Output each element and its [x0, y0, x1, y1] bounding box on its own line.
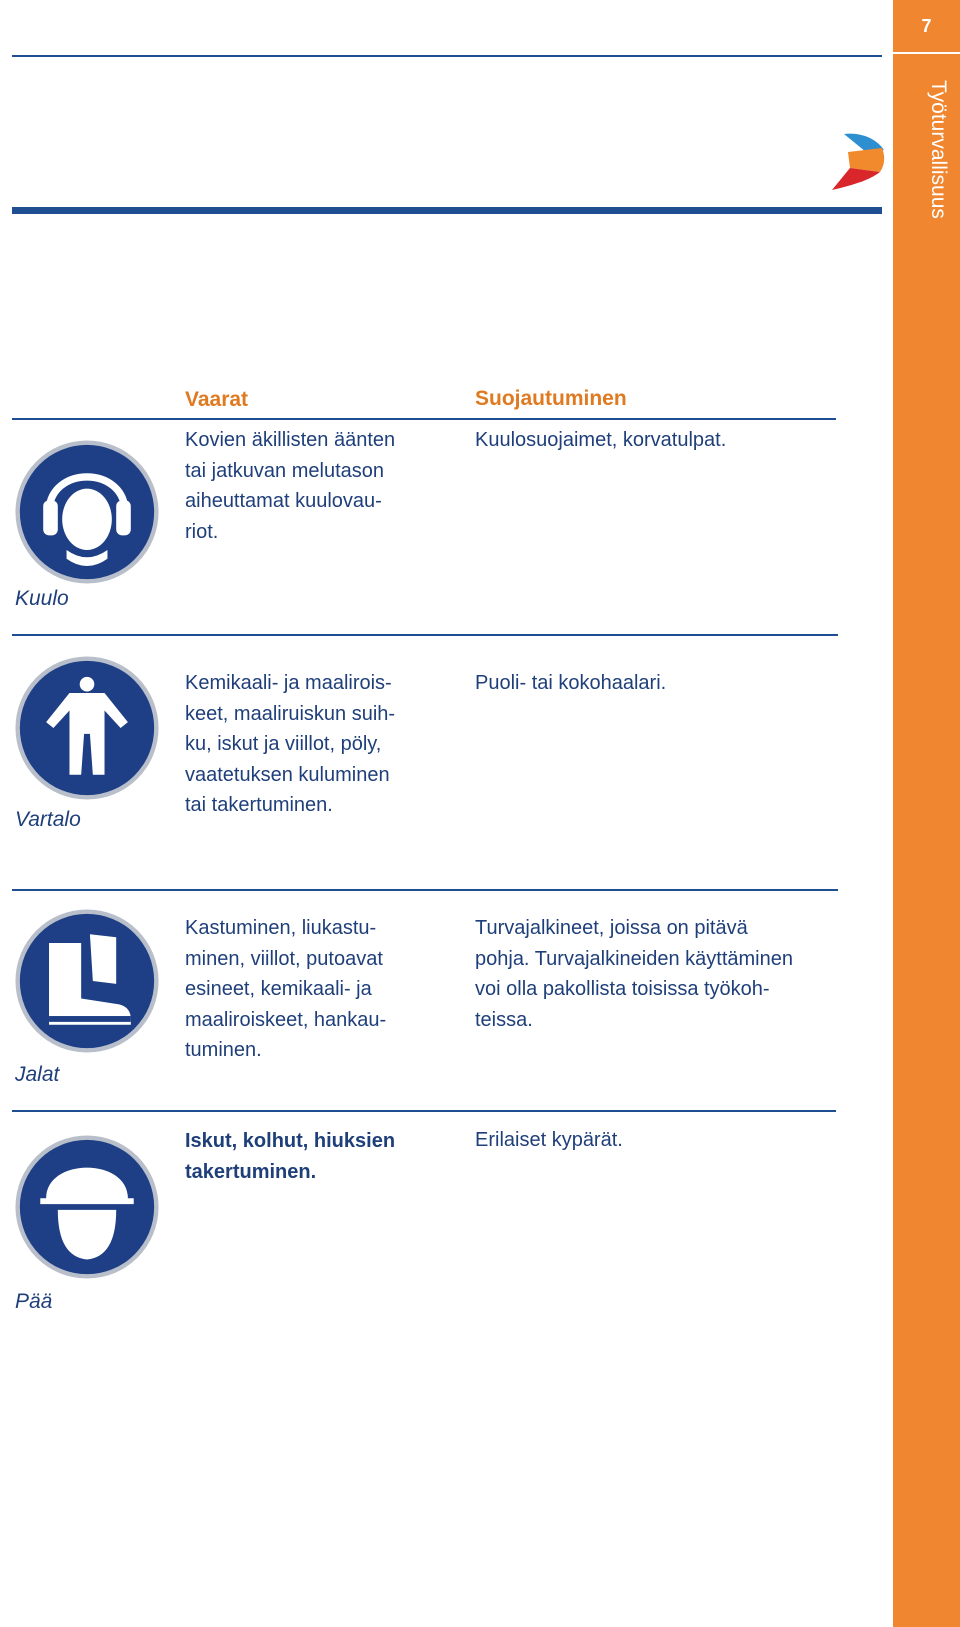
header-top-rule	[12, 55, 882, 57]
head-protection-sign-icon	[14, 1134, 160, 1280]
safety-boots-sign-icon	[14, 908, 160, 1054]
hazard-text-jalat: Kastuminen, liukastu- minen, viillot, putoavat esineet, kemikaali- ja maaliroiskeet, hankau- tuminen.	[185, 917, 387, 1061]
protection-text-jalat: Turvajalkineet, joissa on pitävä pohja. Turvajalkineiden käyttäminen voi olla pakollista toisissa työkoh- teissa.	[475, 917, 793, 1031]
sidebar	[893, 0, 960, 1627]
page-number-divider	[893, 52, 960, 54]
hazard-text-paa: Iskut, kolhut, hiuksien takertuminen.	[185, 1130, 396, 1183]
protective-clothing-sign-icon	[14, 655, 160, 801]
hazards-column-heading: Vaarat	[185, 388, 249, 411]
protection-text-kuulo: Kuulosuojaimet, korvatulpat.	[475, 429, 727, 451]
row-divider	[12, 418, 836, 420]
protection-column-heading: Suojautuminen	[475, 387, 627, 410]
hazard-text-kuulo: Kovien äkillisten äänten tai jatkuvan melutason aiheuttamat kuulovau- riot.	[185, 429, 396, 543]
ear-protection-sign-icon	[14, 439, 160, 585]
row-divider	[12, 1110, 836, 1112]
row-label-vartalo: Vartalo	[15, 808, 81, 831]
header-bottom-rule	[12, 207, 882, 214]
protection-text-paa: Erilaiset kypärät.	[475, 1129, 623, 1151]
section-title: Työturvallisuus	[927, 80, 950, 219]
row-label-kuulo: Kuulo	[15, 587, 69, 610]
row-divider	[12, 889, 838, 891]
sail-logo-icon	[826, 128, 888, 192]
row-label-jalat: Jalat	[15, 1063, 60, 1086]
page-number: 7	[921, 16, 932, 36]
row-label-paa: Pää	[15, 1290, 53, 1313]
hazard-text-vartalo: Kemikaali- ja maalirois- keet, maaliruiskun suih- ku, iskut ja viillot, pöly, vaatetuksen kuluminen tai takertuminen.	[185, 672, 396, 816]
protection-text-vartalo: Puoli- tai kokohaalari.	[475, 672, 667, 694]
row-divider	[12, 634, 838, 636]
